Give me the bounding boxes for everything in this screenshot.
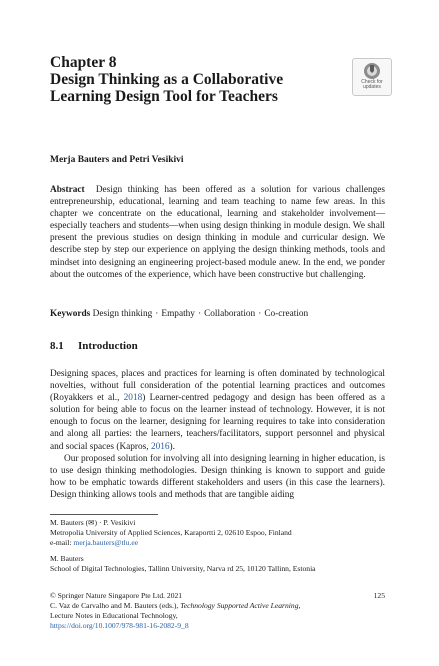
crossmark-line1: Check for: [361, 79, 383, 85]
chapter-heading: [50, 54, 320, 105]
keyword: Design thinking: [92, 309, 153, 319]
crossmark-icon: [363, 62, 381, 80]
publication-info: [50, 591, 385, 631]
keywords-label: Keywords: [50, 309, 91, 319]
check-for-updates-badge[interactable]: [352, 58, 392, 96]
keyword-separator: ·: [258, 309, 262, 319]
footnote-authors: M. Bauters (✉) · P. Vesikivi: [50, 518, 136, 527]
doi-link[interactable]: https://doi.org/10.1007/978-981-16-2082-9_8: [50, 621, 189, 630]
footnote-affiliation: Metropolia University of Applied Sciences, Karaportti 2, 02610 Espoo, Finland: [50, 528, 292, 537]
paragraph: [50, 368, 385, 453]
email-label: e-mail:: [50, 538, 74, 547]
paragraph-text: Designing spaces, places and practices for learning is often dominated by technological novelties, without full consideration of the potential learning practices and outcomes (Royakkers et al.,: [50, 369, 385, 404]
footnote-divider: [50, 514, 158, 515]
keyword-separator: ·: [197, 309, 202, 319]
footnote-affiliation-1: [50, 518, 385, 548]
keyword: Collaboration: [204, 309, 256, 319]
copyright: © Springer Nature Singapore Pte Ltd. 2021: [50, 591, 183, 600]
keyword: Co-creation: [264, 309, 309, 319]
book-title: Technology Supported Active Learning: [180, 601, 299, 610]
section-title: Introduction: [78, 340, 138, 352]
keyword: Empathy: [161, 309, 195, 319]
keywords: [50, 308, 385, 320]
footnote-author: M. Bauters: [50, 554, 84, 563]
footnote-affiliation: School of Digital Technologies, Tallinn University, Narva rd 25, 10120 Tallinn, Estonia: [50, 564, 316, 573]
series: Lecture Notes in Educational Technology,: [50, 611, 178, 620]
editors: C. Vaz de Carvalho and M. Bauters (eds.),: [50, 601, 181, 610]
chapter-title: Design Thinking as a Collaborative Learning Design Tool for Teachers: [50, 71, 284, 105]
book-citation: C. Vaz de Carvalho and M. Bauters (eds.), Technology Supported Active Learning,: [50, 601, 301, 610]
footnote-affiliation-2: [50, 554, 385, 574]
paragraph-text: ).: [169, 441, 175, 452]
chapter-label: Chapter 8: [50, 54, 117, 71]
section-heading: [50, 340, 138, 352]
abstract-label: Abstract: [50, 185, 85, 195]
keyword-separator: ·: [155, 309, 159, 319]
crossmark-line2: updates: [363, 84, 381, 90]
abstract-text: Design thinking has been offered as a solution for various challenges entrepreneurship, educational, learning and team teaching to name few areas. In this chapter we concentrate on the educational, learning and stakeholder involvement—especially teachers and students—when using design thinking in module design. We shall present the previous studies on design thinking in module and curricular design. We describe step by step our experience on applying the design thinking methods, tools and mindset into designing an engineering project-based module anew. In the end, we ponder about the outcomes of the experience, which have been constructive but challenging.: [50, 185, 385, 280]
section-number: 8.1: [50, 340, 64, 352]
abstract: [50, 184, 385, 281]
paragraph: Our proposed solution for involving all into designing learning in higher education, is to use design thinking methodologies. Design thinking is known to support and guide how to be emphatic towards different stakeholders and users (in this case the learners). Design thinking allows tools and methods that are tangible aiding: [50, 453, 385, 500]
citation-link[interactable]: 2018: [123, 393, 143, 404]
page-number: 125: [373, 591, 385, 600]
email-link[interactable]: merja.bauters@tlu.ee: [73, 538, 139, 547]
author-footnotes: [50, 518, 385, 578]
citation-link[interactable]: 2016: [150, 441, 170, 452]
section-body: [50, 368, 385, 501]
paragraph-text: ) Learner-centred pedagogy and design has been offered as a solution for being able to focus on the learner instead of technology. However, it is not enough to focus on the learner, designing for learning requires to take into consideration and along all parties: the learners, teachers/facilitators, support personnel and physical and social spaces (Kapros,: [50, 393, 385, 452]
author-names: Merja Bauters and Petri Vesikivi: [50, 155, 184, 165]
